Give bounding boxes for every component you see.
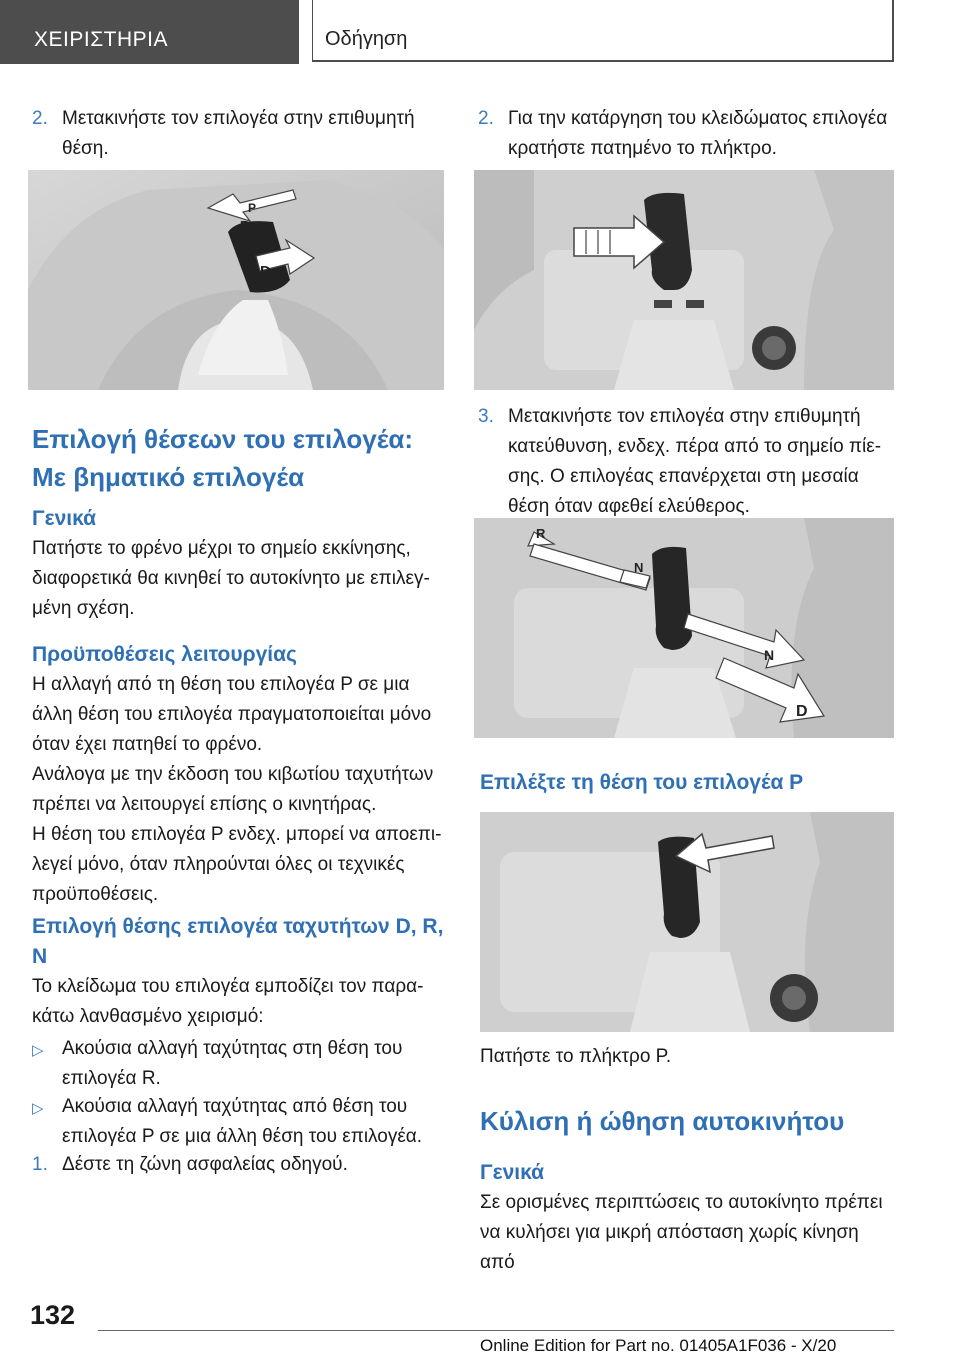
step-text: Δέστε τη ζώνη ασφαλείας οδηγού. [62, 1154, 348, 1175]
paragraph-prereq-2: Ανάλογα με την έκδοση του κιβωτίου ταχυτήτων πρέπει να λειτουργεί επίσης ο κινητήρας. [32, 764, 434, 815]
section-heading-step-selector: Επιλογή θέσεων του επιλογέα: Με βηματικό επιλογέα [32, 424, 414, 492]
paragraph-select-drn: Το κλείδωμα του επιλογέα εμποδίζει τον παρα- κάτω λανθασμένο χειρισμό: [32, 976, 424, 1027]
step-2-unlock [474, 104, 894, 164]
gear-label-d: D [260, 263, 271, 280]
bullet-item-2 [28, 1092, 444, 1152]
step-2-move-selector [28, 104, 444, 164]
heading-select-p: Επιλέξτε τη θέση του επιλογέα P [480, 771, 804, 794]
step-text: Για την κατάργηση του κλειδώματος επιλογέα κρατήστε πατημένο το πλήκτρο. [508, 108, 888, 159]
heading-general: Γενικά [32, 507, 97, 530]
gear-selector-illustration-2 [474, 170, 894, 390]
header-chapter-title: Οδήγηση [325, 28, 408, 50]
bullet-arrow-icon: ▷ [32, 1042, 44, 1059]
step-number: 3. [478, 406, 494, 427]
step-number: 2. [478, 108, 494, 129]
step-number: 2. [32, 108, 48, 129]
footer-divider [98, 1330, 894, 1331]
gear-selector-illustration-3 [474, 518, 894, 738]
gear-label-n-up: N [634, 560, 644, 575]
step-text: Μετακινήστε τον επιλογέα στην επιθυμητή κατεύθυνση, ενδεχ. πέρα από το σημείο πίε- σης. Ο επιλογέας επανέρχεται στη μεσαία θέση όταν αφεθεί ελεύθερος. [508, 406, 882, 517]
step-number: 1. [32, 1154, 48, 1175]
gear-label-r: R [240, 218, 250, 233]
gear-selector-illustration-1 [28, 170, 444, 390]
heading-general-right: Γενικά [480, 1161, 545, 1184]
header-section-tab [0, 0, 299, 64]
paragraph-press-p: Πατήστε το πλήκτρο P. [480, 1046, 672, 1067]
gear-label-n: N [250, 239, 261, 255]
paragraph-general-right: Σε ορισμένες περιπτώσεις το αυτοκίνητο πρέπει να κυλήσει για μικρή απόσταση χωρίς κίνηση από [480, 1192, 883, 1273]
step-3-move-direction [474, 402, 894, 522]
bullet-item-1 [28, 1034, 444, 1094]
page-number: 132 [30, 1300, 76, 1330]
bullet-text: Ακούσια αλλαγή ταχύτητας στη θέση του επιλογέα R. [62, 1038, 403, 1089]
bullet-text: Ακούσια αλλαγή ταχύτητας από θέση του επιλογέα P σε μια άλλη θέση του επιλογέα. [62, 1096, 423, 1147]
header-chapter-tab [312, 0, 894, 62]
gear-label-r: R [536, 526, 546, 541]
paragraph-general: Πατήστε το φρένο μέχρι το σημείο εκκίνησης, διαφορετικά θα κινηθεί το αυτοκίνητο με επιλεγ- μένη σχέση. [32, 538, 430, 619]
footer-edition: Online Edition for Part no. 01405A1F036 - X/20 [480, 1336, 837, 1355]
step-1-seatbelt [28, 1150, 444, 1180]
paragraph-prereq-3: Η θέση του επιλογέα P ενδεχ. μπορεί να αποεπι- λεγεί μόνο, όταν πληρούνται όλες οι τεχνικές προϋποθέσεις. [32, 824, 442, 905]
gear-label-d: D [796, 703, 808, 720]
step-text: Μετακινήστε τον επιλογέα στην επιθυμητή θέση. [62, 108, 415, 159]
heading-prerequisites: Προϋποθέσεις λειτουργίας [32, 643, 297, 666]
gear-label-n: N [764, 647, 775, 663]
gear-label-p: P [248, 201, 257, 215]
gear-selector-illustration-4 [480, 812, 894, 1032]
paragraph-prereq-1: Η αλλαγή από τη θέση του επιλογέα P σε μια άλλη θέση του επιλογέα πραγματοποιείται μόνο όταν έχει πατηθεί το φρένο. [32, 674, 432, 755]
header-section-title: ΧΕΙΡΙΣΤΗΡΙΑ [34, 28, 169, 51]
section-heading-rolling: Κύλιση ή ώθηση αυτοκινήτου [480, 1106, 845, 1136]
heading-select-drn: Επιλογή θέσης επιλογέα ταχυτήτων D, R, N [32, 915, 444, 968]
bullet-arrow-icon: ▷ [32, 1100, 44, 1117]
